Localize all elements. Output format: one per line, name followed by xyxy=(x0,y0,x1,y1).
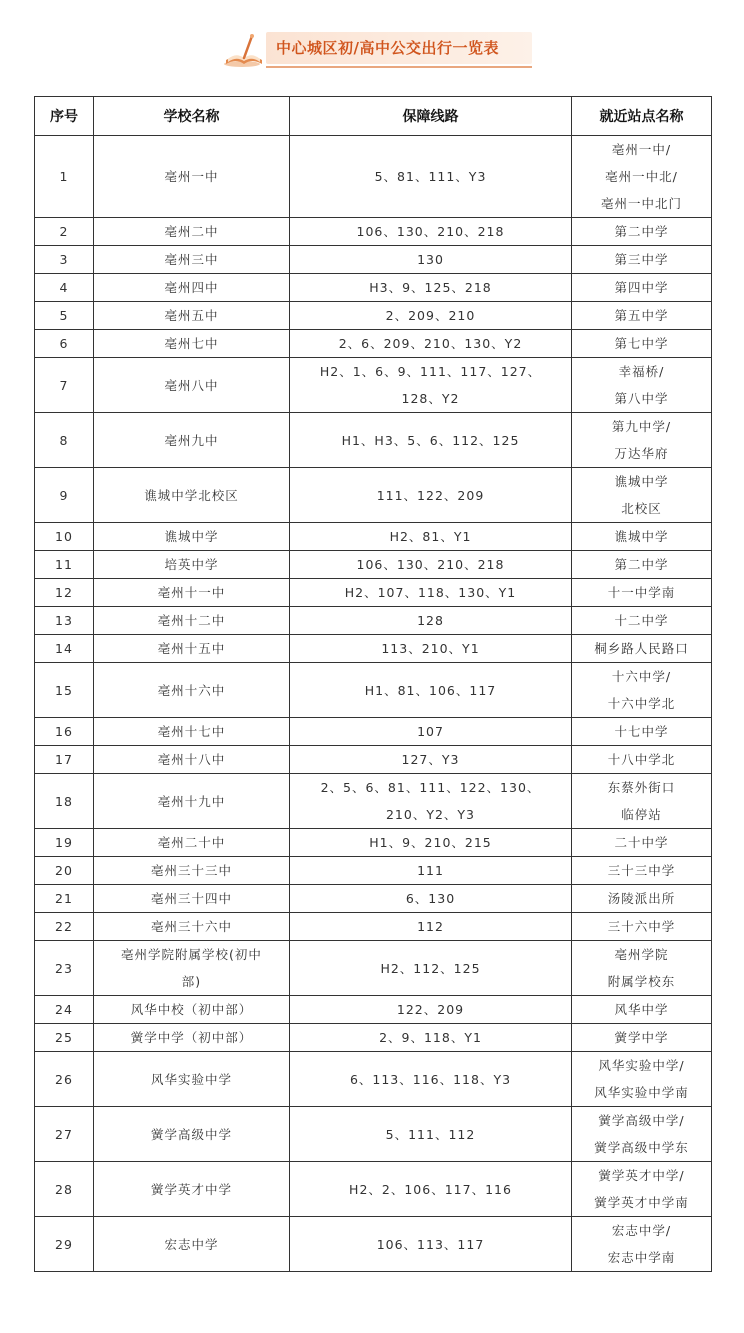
table-row xyxy=(35,718,712,746)
route-list-line: H2、112、125 xyxy=(380,960,481,976)
school-name xyxy=(94,274,290,302)
school-name-line: 亳州十九中 xyxy=(157,793,226,809)
nearby-stop-line: 汤陵派出所 xyxy=(607,891,676,906)
nearby-stop-line: 桐乡路人民路口 xyxy=(594,641,689,656)
nearby-stop-line: 十六中学北 xyxy=(607,696,676,711)
school-name xyxy=(94,913,290,941)
route-list-line: H1、81、106、117 xyxy=(364,682,497,698)
nearby-stop-line: 第五中学 xyxy=(614,308,669,323)
nearby-stop xyxy=(572,551,712,579)
nearby-stop-line: 三十三中学 xyxy=(607,863,676,878)
table-row xyxy=(35,136,712,218)
nearby-stop-line: 谯城中学 xyxy=(614,474,669,489)
table-header-row xyxy=(35,97,712,136)
table-row xyxy=(35,413,712,468)
route-list xyxy=(290,857,572,885)
school-name-line: 培英中学 xyxy=(164,557,219,572)
route-list-line: 6、130 xyxy=(405,891,456,906)
nearby-stop xyxy=(572,1107,712,1162)
school-name-line: 亳州四中 xyxy=(164,280,219,295)
nearby-stop xyxy=(572,413,712,468)
route-list xyxy=(290,358,572,413)
school-name xyxy=(94,607,290,635)
school-name xyxy=(94,857,290,885)
nearby-stop xyxy=(572,774,712,829)
school-name xyxy=(94,551,290,579)
route-list xyxy=(290,774,572,829)
school-name xyxy=(94,246,290,274)
school-name-line: 黉学高级中学 xyxy=(150,1126,232,1142)
school-name-line: 亳州三中 xyxy=(164,252,219,267)
header-number: 序号 xyxy=(35,97,94,136)
school-name-line: 黉学中学（初中部） xyxy=(130,1030,253,1045)
route-list xyxy=(290,579,572,607)
route-list xyxy=(290,523,572,551)
row-number: 23 xyxy=(35,941,94,996)
nearby-stop-line: 第七中学 xyxy=(614,336,669,351)
school-name xyxy=(94,1107,290,1162)
nearby-stop-line: 第三中学 xyxy=(614,252,669,267)
table-body xyxy=(35,136,712,1272)
route-list-line: 107 xyxy=(417,724,444,739)
nearby-stop-line: 黉学高级中学东 xyxy=(594,1140,689,1155)
route-list-line: 2、5、6、81、111、122、130、 xyxy=(320,780,541,795)
route-list xyxy=(290,829,572,857)
nearby-stop xyxy=(572,1162,712,1217)
nearby-stop xyxy=(572,302,712,330)
school-name-line: 亳州三十四中 xyxy=(150,891,232,906)
nearby-stop-line: 风华实验中学南 xyxy=(594,1085,689,1100)
school-name xyxy=(94,746,290,774)
row-number: 14 xyxy=(35,635,94,663)
nearby-stop xyxy=(572,1024,712,1052)
school-name xyxy=(94,774,290,829)
nearby-stop-line: 第九中学/ xyxy=(611,419,672,434)
school-name xyxy=(94,829,290,857)
nearby-stop xyxy=(572,274,712,302)
table-row xyxy=(35,1162,712,1217)
row-number: 8 xyxy=(35,413,94,468)
row-number: 27 xyxy=(35,1107,94,1162)
row-number: 17 xyxy=(35,746,94,774)
table-row xyxy=(35,1107,712,1162)
row-number: 28 xyxy=(35,1162,94,1217)
nearby-stop xyxy=(572,746,712,774)
row-number: 25 xyxy=(35,1024,94,1052)
school-name-line: 亳州三十六中 xyxy=(150,919,232,934)
route-list xyxy=(290,746,572,774)
nearby-stop-line: 北校区 xyxy=(621,501,662,516)
school-name xyxy=(94,330,290,358)
nearby-stop-line: 附属学校东 xyxy=(607,974,676,989)
school-name-line: 部) xyxy=(181,974,202,989)
route-list xyxy=(290,996,572,1024)
school-name xyxy=(94,302,290,330)
route-list xyxy=(290,1024,572,1052)
school-name-line: 亳州十八中 xyxy=(157,752,226,767)
route-list-line: H2、81、Y1 xyxy=(389,529,472,544)
row-number: 18 xyxy=(35,774,94,829)
nearby-stop-line: 亳州一中北门 xyxy=(600,196,682,211)
nearby-stop-line: 三十六中学 xyxy=(607,919,676,934)
header-school-name: 学校名称 xyxy=(94,97,290,136)
nearby-stop-line: 亳州学院 xyxy=(614,947,669,962)
row-number: 10 xyxy=(35,523,94,551)
table-row xyxy=(35,302,712,330)
route-list-line: H1、H3、5、6、112、125 xyxy=(341,432,520,448)
route-list-line: 2、6、209、210、130、Y2 xyxy=(338,336,523,351)
row-number: 1 xyxy=(35,136,94,218)
route-list-line: 5、81、111、Y3 xyxy=(374,169,487,184)
nearby-stop xyxy=(572,829,712,857)
nearby-stop-line: 第四中学 xyxy=(614,280,669,295)
school-name xyxy=(94,1217,290,1272)
school-name-line: 亳州十五中 xyxy=(157,641,226,656)
route-list-line: 112 xyxy=(417,919,444,934)
table-row xyxy=(35,330,712,358)
table-row xyxy=(35,551,712,579)
route-list xyxy=(290,941,572,996)
route-list xyxy=(290,885,572,913)
row-number: 5 xyxy=(35,302,94,330)
route-list-line: 2、9、118、Y1 xyxy=(379,1030,482,1045)
table-row xyxy=(35,523,712,551)
bus-route-table xyxy=(34,96,712,1272)
table-row xyxy=(35,885,712,913)
row-number: 22 xyxy=(35,913,94,941)
route-list xyxy=(290,302,572,330)
table-row xyxy=(35,358,712,413)
row-number: 24 xyxy=(35,996,94,1024)
row-number: 3 xyxy=(35,246,94,274)
row-number: 13 xyxy=(35,607,94,635)
table-row xyxy=(35,1217,712,1272)
route-list-line: 128、Y2 xyxy=(401,391,460,406)
nearby-stop xyxy=(572,246,712,274)
row-number: 12 xyxy=(35,579,94,607)
row-number: 21 xyxy=(35,885,94,913)
route-list xyxy=(290,607,572,635)
school-name-line: 亳州二十中 xyxy=(157,835,226,850)
nearby-stop-line: 亳州一中北/ xyxy=(605,169,678,184)
nearby-stop-line: 黉学高级中学/ xyxy=(598,1113,685,1128)
nearby-stop xyxy=(572,857,712,885)
route-list-line: 106、113、117 xyxy=(376,1236,485,1252)
nearby-stop-line: 第二中学 xyxy=(614,557,669,572)
row-number: 7 xyxy=(35,358,94,413)
school-name xyxy=(94,663,290,718)
table-row xyxy=(35,274,712,302)
table-row xyxy=(35,468,712,523)
school-name-line: 亳州七中 xyxy=(164,336,219,351)
table-row xyxy=(35,913,712,941)
route-list xyxy=(290,663,572,718)
route-list-line: H2、1、6、9、111、117、127、 xyxy=(319,364,542,379)
nearby-stop-line: 十二中学 xyxy=(614,613,669,628)
school-name-line: 亳州五中 xyxy=(164,308,219,323)
nearby-stop xyxy=(572,885,712,913)
school-name-line: 宏志中学 xyxy=(164,1236,219,1252)
nearby-stop xyxy=(572,635,712,663)
nearby-stop-line: 宏志中学南 xyxy=(607,1250,676,1265)
nearby-stop-line: 亳州一中/ xyxy=(611,142,672,157)
school-name-line: 亳州二中 xyxy=(164,224,219,239)
school-name-line: 亳州八中 xyxy=(164,377,219,393)
school-name-line: 谯城中学北校区 xyxy=(144,487,239,503)
school-name xyxy=(94,635,290,663)
school-name-line: 亳州十七中 xyxy=(157,724,226,739)
school-name-line: 风华中校（初中部） xyxy=(130,1002,253,1017)
nearby-stop xyxy=(572,523,712,551)
school-name-line: 亳州十一中 xyxy=(157,585,226,600)
row-number: 29 xyxy=(35,1217,94,1272)
row-number: 11 xyxy=(35,551,94,579)
nearby-stop-line: 十七中学 xyxy=(614,724,669,739)
route-list xyxy=(290,413,572,468)
route-list xyxy=(290,913,572,941)
route-list-line: 5、111、112 xyxy=(385,1126,476,1142)
table-row xyxy=(35,774,712,829)
route-list xyxy=(290,1217,572,1272)
school-name-line: 亳州十六中 xyxy=(157,682,226,698)
school-name xyxy=(94,358,290,413)
route-list-line: 6、113、116、118、Y3 xyxy=(349,1071,512,1087)
school-name-line: 亳州学院附属学校(初中 xyxy=(121,947,262,962)
page-title: 中心城区初/高中公交出行一览表 xyxy=(276,39,499,57)
route-list xyxy=(290,1107,572,1162)
nearby-stop xyxy=(572,663,712,718)
nearby-stop-line: 第八中学 xyxy=(614,391,669,406)
school-name xyxy=(94,996,290,1024)
row-number: 26 xyxy=(35,1052,94,1107)
school-name xyxy=(94,579,290,607)
nearby-stop-line: 谯城中学 xyxy=(614,529,669,544)
table-row xyxy=(35,579,712,607)
route-list-line: 127、Y3 xyxy=(401,752,460,767)
table-row xyxy=(35,1052,712,1107)
nearby-stop-line: 宏志中学/ xyxy=(611,1223,672,1238)
title-underline xyxy=(266,66,532,68)
route-list xyxy=(290,218,572,246)
nearby-stop xyxy=(572,358,712,413)
nearby-stop xyxy=(572,1217,712,1272)
nearby-stop-line: 万达华府 xyxy=(614,446,669,461)
nearby-stop-line: 十六中学/ xyxy=(611,669,672,684)
header-nearby-stop: 就近站点名称 xyxy=(572,97,712,136)
table-row xyxy=(35,246,712,274)
nearby-stop-line: 黉学英才中学南 xyxy=(594,1195,689,1210)
table-row xyxy=(35,829,712,857)
table-row xyxy=(35,941,712,996)
route-list-line: H1、9、210、215 xyxy=(369,835,492,850)
school-name xyxy=(94,136,290,218)
nearby-stop xyxy=(572,579,712,607)
nearby-stop xyxy=(572,330,712,358)
nearby-stop xyxy=(572,607,712,635)
route-list-line: 111、122、209 xyxy=(376,487,485,503)
table-row xyxy=(35,635,712,663)
table-row xyxy=(35,996,712,1024)
table-row xyxy=(35,1024,712,1052)
school-name-line: 风华实验中学 xyxy=(150,1071,232,1087)
header-routes: 保障线路 xyxy=(290,97,572,136)
nearby-stop xyxy=(572,136,712,218)
route-list-line: 113、210、Y1 xyxy=(381,641,480,656)
route-list-line: H2、107、118、130、Y1 xyxy=(344,585,517,600)
route-list xyxy=(290,718,572,746)
school-name xyxy=(94,718,290,746)
route-list-line: H3、9、125、218 xyxy=(369,280,492,295)
row-number: 15 xyxy=(35,663,94,718)
school-name-line: 亳州九中 xyxy=(164,432,219,448)
school-name xyxy=(94,1024,290,1052)
nearby-stop-line: 风华实验中学/ xyxy=(598,1058,685,1073)
route-list xyxy=(290,551,572,579)
school-name xyxy=(94,468,290,523)
row-number: 19 xyxy=(35,829,94,857)
row-number: 20 xyxy=(35,857,94,885)
nearby-stop-line: 幸福桥/ xyxy=(618,364,665,379)
route-list xyxy=(290,468,572,523)
route-list xyxy=(290,1162,572,1217)
route-list-line: 130 xyxy=(417,252,444,267)
row-number: 4 xyxy=(35,274,94,302)
school-name xyxy=(94,885,290,913)
nearby-stop xyxy=(572,718,712,746)
school-name xyxy=(94,218,290,246)
nearby-stop-line: 黉学英才中学/ xyxy=(598,1168,685,1183)
route-list xyxy=(290,246,572,274)
table-row xyxy=(35,746,712,774)
school-name xyxy=(94,1162,290,1217)
school-name-line: 谯城中学 xyxy=(164,529,219,544)
nearby-stop-line: 第二中学 xyxy=(614,224,669,239)
route-list-line: 210、Y2、Y3 xyxy=(385,807,476,822)
route-list-line: 122、209 xyxy=(396,1002,465,1017)
route-list-line: H2、2、106、117、116 xyxy=(349,1181,512,1197)
nearby-stop-line: 黉学中学 xyxy=(614,1030,669,1045)
nearby-stop xyxy=(572,1052,712,1107)
nearby-stop xyxy=(572,996,712,1024)
table-row xyxy=(35,857,712,885)
school-name xyxy=(94,523,290,551)
row-number: 2 xyxy=(35,218,94,246)
route-list xyxy=(290,635,572,663)
route-list-line: 111 xyxy=(417,863,444,878)
nearby-stop-line: 风华中学 xyxy=(614,1002,669,1017)
nearby-stop-line: 二十中学 xyxy=(614,835,669,850)
school-name-line: 黉学英才中学 xyxy=(150,1181,232,1197)
nearby-stop-line: 十八中学北 xyxy=(607,752,676,767)
nearby-stop-line: 东蔡外街口 xyxy=(607,780,676,795)
nearby-stop xyxy=(572,218,712,246)
route-list-line: 106、130、210、218 xyxy=(356,224,505,239)
title-banner xyxy=(222,30,532,70)
route-list-line: 2、209、210 xyxy=(385,308,476,323)
route-list xyxy=(290,274,572,302)
table-row xyxy=(35,663,712,718)
route-list xyxy=(290,136,572,218)
row-number: 16 xyxy=(35,718,94,746)
route-list xyxy=(290,330,572,358)
nearby-stop xyxy=(572,468,712,523)
school-name xyxy=(94,1052,290,1107)
nearby-stop-line: 十一中学南 xyxy=(607,585,676,600)
nearby-stop-line: 临停站 xyxy=(621,807,662,822)
nearby-stop xyxy=(572,941,712,996)
table-row xyxy=(35,607,712,635)
school-name-line: 亳州一中 xyxy=(164,169,219,184)
school-name-line: 亳州十二中 xyxy=(157,613,226,628)
school-name xyxy=(94,941,290,996)
route-list-line: 128 xyxy=(417,613,444,628)
route-list-line: 106、130、210、218 xyxy=(356,557,505,572)
route-list xyxy=(290,1052,572,1107)
nearby-stop xyxy=(572,913,712,941)
open-book-icon xyxy=(222,30,274,70)
table-row xyxy=(35,218,712,246)
row-number: 6 xyxy=(35,330,94,358)
row-number: 9 xyxy=(35,468,94,523)
school-name xyxy=(94,413,290,468)
school-name-line: 亳州三十三中 xyxy=(150,863,232,878)
